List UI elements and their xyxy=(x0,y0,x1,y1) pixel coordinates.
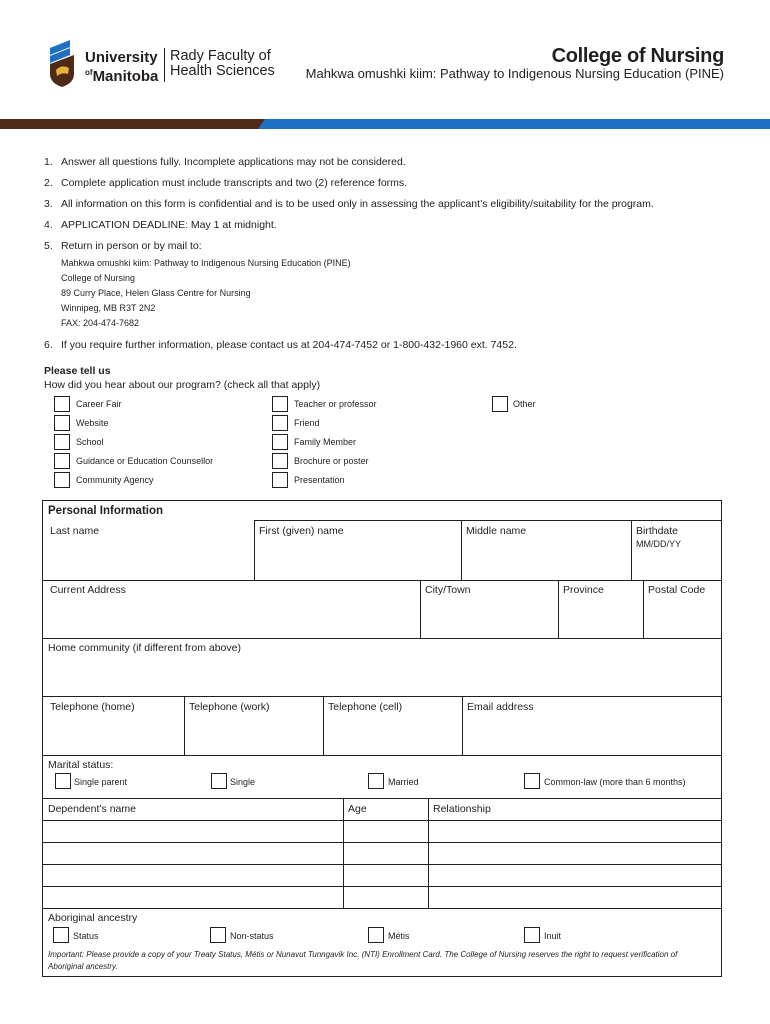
checkbox-presentation[interactable] xyxy=(272,472,288,488)
label-married: Married xyxy=(388,777,419,787)
university-line2: Manitoba xyxy=(92,68,159,85)
label-guidance: Guidance or Education Counsellor xyxy=(76,456,214,466)
birthdate-format: MM/DD/YY xyxy=(636,539,681,549)
checkbox-status[interactable] xyxy=(53,927,69,943)
label-metis: Métis xyxy=(388,931,410,941)
checkbox-non-status[interactable] xyxy=(210,927,226,943)
table-row xyxy=(42,842,722,843)
header-bar-blue xyxy=(258,119,770,129)
dependent-name-header: Dependent’s name xyxy=(48,803,136,815)
checkbox-community-agency[interactable] xyxy=(54,472,70,488)
label-single-parent: Single parent xyxy=(74,777,128,787)
relationship-header: Relationship xyxy=(433,803,491,815)
instructions-list xyxy=(44,156,744,360)
checkbox-married[interactable] xyxy=(368,773,384,789)
instruction-item: 4. APPLICATION DEADLINE: May 1 at midnight. xyxy=(44,219,277,231)
checkbox-inuit[interactable] xyxy=(524,927,540,943)
college-title: College of Nursing xyxy=(551,45,724,67)
checkbox-metis[interactable] xyxy=(368,927,384,943)
instruction-item: 6. If you require further information, please contact us at 204-474-7452 or 1-800-432-1960 ext. 7452. xyxy=(44,339,517,351)
marital-status-label: Marital status: xyxy=(48,759,114,771)
label-common-law: Common-law (more than 6 months) xyxy=(544,777,686,787)
instruction-item: 1. Answer all questions fully. Incomplete applications may not be considered. xyxy=(44,156,406,168)
table-row xyxy=(42,864,722,865)
label-teacher: Teacher or professor xyxy=(294,399,377,409)
university-of: of xyxy=(85,68,93,77)
survey-question: How did you hear about our program? (check all that apply) xyxy=(44,379,321,391)
survey-heading xyxy=(44,364,320,392)
logo-divider xyxy=(164,48,165,82)
important-note: Important: Please provide a copy of your Treaty Status, Métis or Nunavut Tunngavik Inc. (NTI) Enrollment Card. The College of Nursing reserves the right to request verification of Aboriginal ancestry. xyxy=(48,950,678,971)
checkbox-brochure[interactable] xyxy=(272,453,288,469)
label-family: Family Member xyxy=(294,437,357,447)
checkbox-single-parent[interactable] xyxy=(55,773,71,789)
checkbox-single[interactable] xyxy=(211,773,227,789)
page-header xyxy=(0,0,770,130)
checkbox-common-law[interactable] xyxy=(524,773,540,789)
faculty-line2: Health Sciences xyxy=(170,63,275,79)
age-header: Age xyxy=(348,803,367,815)
faculty-line1: Rady Faculty of xyxy=(170,48,271,64)
label-other: Other xyxy=(513,399,536,409)
first-name-label: First (given) name xyxy=(259,525,344,537)
birthdate-label: Birthdate xyxy=(636,525,679,537)
tel-cell-label: Telephone (cell) xyxy=(328,701,403,713)
label-community-agency: Community Agency xyxy=(76,475,154,485)
tel-work-label: Telephone (work) xyxy=(189,701,270,713)
province-label: Province xyxy=(563,584,604,596)
checkbox-other[interactable] xyxy=(492,396,508,412)
label-presentation: Presentation xyxy=(294,475,345,485)
label-inuit: Inuit xyxy=(544,931,562,941)
tel-home-label: Telephone (home) xyxy=(50,701,135,713)
postal-code-label: Postal Code xyxy=(648,584,706,596)
label-status: Status xyxy=(73,931,99,941)
header-bar-brown xyxy=(0,119,265,129)
university-shield-logo xyxy=(48,38,78,88)
university-wordmark xyxy=(85,50,158,84)
checkbox-teacher[interactable] xyxy=(272,396,288,412)
checkbox-friend[interactable] xyxy=(272,415,288,431)
personal-info-title: Personal Information xyxy=(48,505,164,517)
instruction-item: 3. All information on this form is confidential and is to be used only in assessing the applicant’s eligibility/suitability for the program. xyxy=(44,198,654,210)
personal-info-form xyxy=(42,500,722,977)
label-single: Single xyxy=(230,777,256,787)
label-friend: Friend xyxy=(294,418,320,428)
label-brochure: Brochure or poster xyxy=(294,456,369,466)
checkbox-family[interactable] xyxy=(272,434,288,450)
label-non-status: Non-status xyxy=(230,931,274,941)
ancestry-label: Aboriginal ancestry xyxy=(48,912,138,924)
instruction-item: 5. Return in person or by mail to: xyxy=(44,240,202,252)
email-label: Email address xyxy=(467,701,534,713)
city-label: City/Town xyxy=(425,584,471,596)
table-row xyxy=(42,886,722,887)
current-address-label: Current Address xyxy=(50,584,126,596)
university-line1: University xyxy=(85,49,158,66)
checkbox-career-fair[interactable] xyxy=(54,396,70,412)
middle-name-label: Middle name xyxy=(466,525,527,537)
label-career-fair: Career Fair xyxy=(76,399,122,409)
home-community-label: Home community (if different from above) xyxy=(48,642,241,654)
program-title: Mahkwa omushki kiim: Pathway to Indigenous Nursing Education (PINE) xyxy=(305,66,724,81)
survey-title: Please tell us xyxy=(44,365,111,377)
label-school: School xyxy=(76,437,104,447)
last-name-label: Last name xyxy=(50,525,100,537)
checkbox-school[interactable] xyxy=(54,434,70,450)
checkbox-website[interactable] xyxy=(54,415,70,431)
label-website: Website xyxy=(76,418,109,428)
mailing-address: Mahkwa omushki kiim: Pathway to Indigenous Nursing Education (PINE) College of Nursing 89 Curry Place, Helen Glass Centre for Nursing Winnipeg, MB R3T 2N2 FAX: 204-474-7682 xyxy=(61,258,351,328)
faculty-name xyxy=(170,49,275,79)
instruction-item: 2. Complete application must include transcripts and two (2) reference forms. xyxy=(44,177,408,189)
table-row xyxy=(42,820,722,821)
checkbox-guidance[interactable] xyxy=(54,453,70,469)
